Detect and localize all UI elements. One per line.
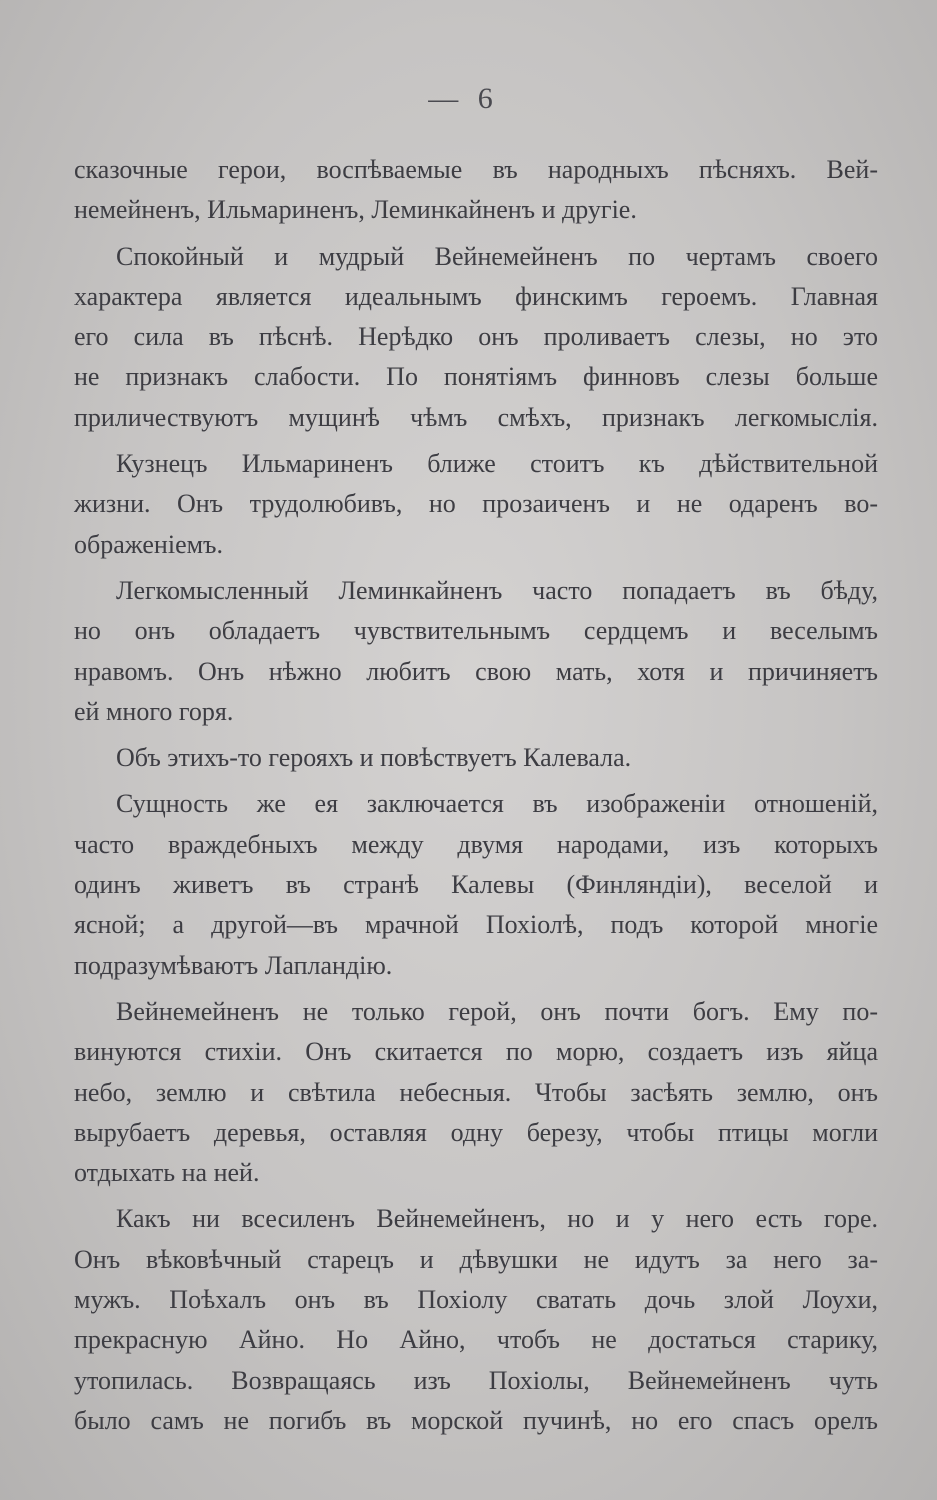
text-line: характера является идеальнымъ финскимъ героемъ. Главная (74, 281, 878, 311)
text-line: приличествуютъ мущинѣ чѣмъ смѣхъ, признакъ легкомыслія. (74, 402, 878, 432)
text-line: сказочные герои, воспѣваемые въ народныхъ пѣсняхъ. Вей- (74, 155, 878, 184)
paragraph-start-line: Сущность же ея заключается въ изображеніи отношеній, (116, 789, 878, 819)
text-line: вырубаетъ деревья, оставляя одну березу, чтобы птицы могли (74, 1117, 878, 1147)
paragraph-start-line: Объ этихъ-то герояхъ и повѣствуетъ Калевала. (116, 743, 632, 773)
text-line: прекрасную Айно. Но Айно, чтобъ не достаться старику, (74, 1325, 878, 1355)
paragraph-start-line: Легкомысленный Леминкайненъ часто попадаетъ въ бѣду, (116, 575, 878, 605)
text-line: отдыхать на ней. (74, 1158, 260, 1188)
paragraph-start-line: Спокойный и мудрый Вейнемейненъ по чертамъ своего (116, 241, 878, 271)
paragraph-start-line: Какъ ни всесиленъ Вейнемейненъ, но и у него есть горе. (116, 1204, 878, 1234)
text-line: часто враждебныхъ между двумя народами, изъ которыхъ (74, 829, 878, 859)
text-line: ей много горя. (74, 696, 234, 726)
page-number-header: — 6 (428, 82, 499, 115)
text-line: было самъ не погибъ въ морской пучинѣ, но его спасъ орелъ (74, 1405, 878, 1435)
body-text (74, 150, 878, 1441)
text-line: винуются стихіи. Онъ скитается по морю, создаетъ изъ яйца (74, 1037, 878, 1067)
text-line: немейненъ, Ильмариненъ, Леминкайненъ и другіе. (74, 195, 637, 225)
text-line: одинъ живетъ въ странѣ Калевы (Финляндіи), веселой и (74, 870, 878, 900)
text-line: небо, землю и свѣтила небесныя. Чтобы засѣять землю, онъ (74, 1077, 878, 1107)
text-line: Онъ вѣковѣчный старецъ и дѣвушки не идутъ за него за- (74, 1244, 878, 1274)
text-line: мужъ. Поѣхалъ онъ въ Похіолу сватать дочь злой Лоухи, (74, 1285, 878, 1315)
text-line: подразумѣваютъ Лапландію. (74, 950, 393, 980)
text-line: нравомъ. Онъ нѣжно любитъ свою мать, хотя и причиняетъ (74, 656, 878, 686)
text-line: ясной; а другой—въ мрачной Похіолѣ, подъ которой многіе (74, 910, 878, 940)
text-line: его сила въ пѣснѣ. Нерѣдко онъ проливаетъ слезы, но это (74, 322, 878, 352)
paragraph-start-line: Вейнемейненъ не только герой, онъ почти богъ. Ему по- (116, 996, 878, 1026)
text-line: жизни. Онъ трудолюбивъ, но прозаиченъ и не одаренъ во- (74, 489, 878, 519)
text-line: но онъ обладаетъ чувствительнымъ сердцемъ и веселымъ (74, 616, 878, 646)
text-line: ображеніемъ. (74, 529, 224, 559)
paragraph-start-line: Кузнецъ Ильмариненъ ближе стоитъ къ дѣйствительной (116, 449, 878, 479)
text-line: утопилась. Возвращаясь изъ Похіолы, Вейнемейненъ чуть (74, 1365, 878, 1395)
text-line: не признакъ слабости. По понятіямъ финновъ слезы больше (74, 362, 878, 392)
